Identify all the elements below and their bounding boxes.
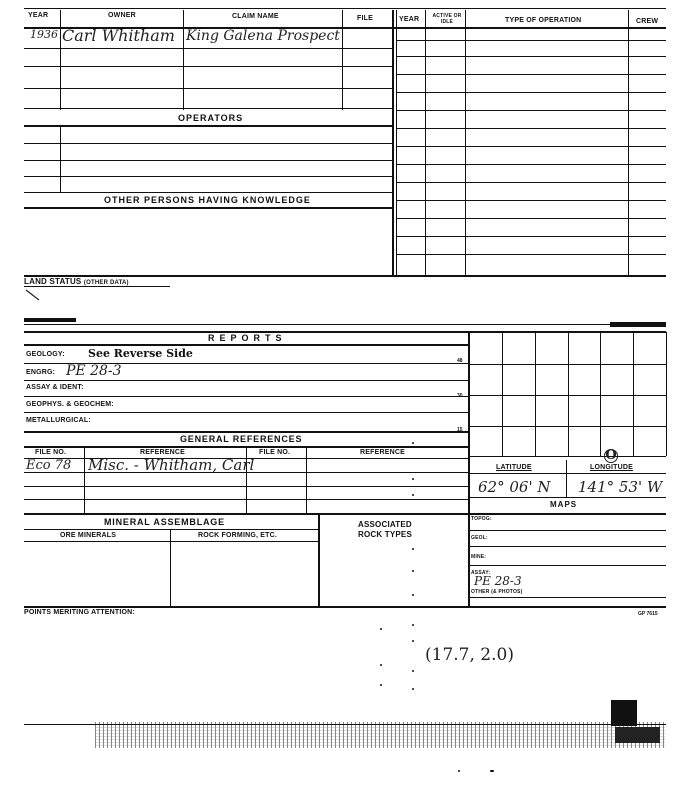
gr-row-file: Eco 78	[26, 458, 72, 473]
col-owner: OWNER	[108, 12, 136, 19]
col-year-2: YEAR	[399, 16, 420, 23]
col-active: ACTIVE OR IDLE	[432, 13, 462, 25]
assay-ident-label: ASSAY & IDENT:	[26, 384, 84, 391]
maps-assay-value: PE 28-3	[474, 574, 522, 588]
points-label: POINTS MERITING ATTENTION:	[24, 609, 135, 616]
entry-year: 1936	[30, 28, 58, 41]
geophys-label: GEOPHYS. & GEOCHEM:	[26, 401, 114, 408]
associated-label: ASSOCIATED	[358, 520, 412, 529]
latitude-label: LATITUDE	[496, 464, 532, 471]
gr-col-file: FILE NO.	[35, 449, 67, 456]
maps-assay: ASSAY:	[471, 570, 491, 576]
margin-30: 30	[457, 393, 463, 399]
other-persons-label: OTHER PERSONS HAVING KNOWLEDGE	[104, 195, 311, 205]
land-status-title: LAND STATUS	[24, 277, 82, 286]
geology-label: GEOLOGY:	[26, 351, 65, 358]
entry-claim-name: King Galena Prospect	[186, 28, 340, 44]
rock-forming-label: ROCK FORMING, ETC.	[198, 532, 278, 539]
corner-block	[611, 700, 637, 726]
longitude-value: 141° 53' W	[578, 478, 663, 496]
maps-other: OTHER (& PHOTOS)	[471, 589, 523, 595]
ore-minerals-label: ORE MINERALS	[60, 532, 117, 539]
gr-col-file-2: FILE NO.	[259, 449, 291, 456]
scan-noise	[95, 722, 665, 748]
geology-value: See Reverse Side	[88, 347, 193, 360]
col-claim-name: CLAIM NAME	[232, 13, 279, 20]
gr-col-ref-2: REFERENCE	[360, 449, 405, 456]
col-crew: CREW	[636, 18, 659, 25]
col-type-of-operation: TYPE OF OPERATION	[505, 17, 582, 24]
maps-geol: GEOL:	[471, 535, 488, 541]
longitude-circled: O	[605, 448, 617, 463]
col-file: FILE	[357, 15, 373, 22]
points-note: (17.7, 2.0)	[425, 645, 514, 665]
margin-15: 15	[457, 427, 463, 433]
maps-title: MAPS	[550, 500, 578, 509]
land-status-mark-icon	[24, 288, 42, 302]
land-status-label	[24, 277, 129, 286]
engrg-label: ENGRG:	[26, 369, 56, 376]
gr-col-ref: REFERENCE	[140, 449, 185, 456]
general-references-title: GENERAL REFERENCES	[180, 434, 303, 444]
mineral-assemblage-title: MINERAL ASSEMBLAGE	[104, 517, 225, 527]
col-year: YEAR	[28, 12, 49, 19]
longitude-label: LONGITUDE	[590, 464, 634, 471]
margin-48: 48	[457, 358, 463, 364]
gr-row-ref: Misc. - Whitham, Carl	[88, 456, 255, 474]
metallurgical-label: METALLURGICAL:	[26, 417, 91, 424]
latitude-value: 62° 06' N	[478, 478, 551, 496]
land-status-sub: (OTHER DATA)	[83, 280, 129, 286]
entry-owner: Carl Whitham	[62, 26, 175, 45]
engrg-value: PE 28-3	[66, 363, 122, 379]
reports-title: REPORTS	[208, 333, 287, 343]
maps-topog: TOPOG:	[471, 516, 492, 522]
maps-mine: MINE:	[471, 554, 487, 560]
rock-types-label: ROCK TYPES	[358, 530, 413, 539]
operators-label: OPERATORS	[178, 113, 244, 123]
form-number: GP 7615	[638, 611, 658, 617]
